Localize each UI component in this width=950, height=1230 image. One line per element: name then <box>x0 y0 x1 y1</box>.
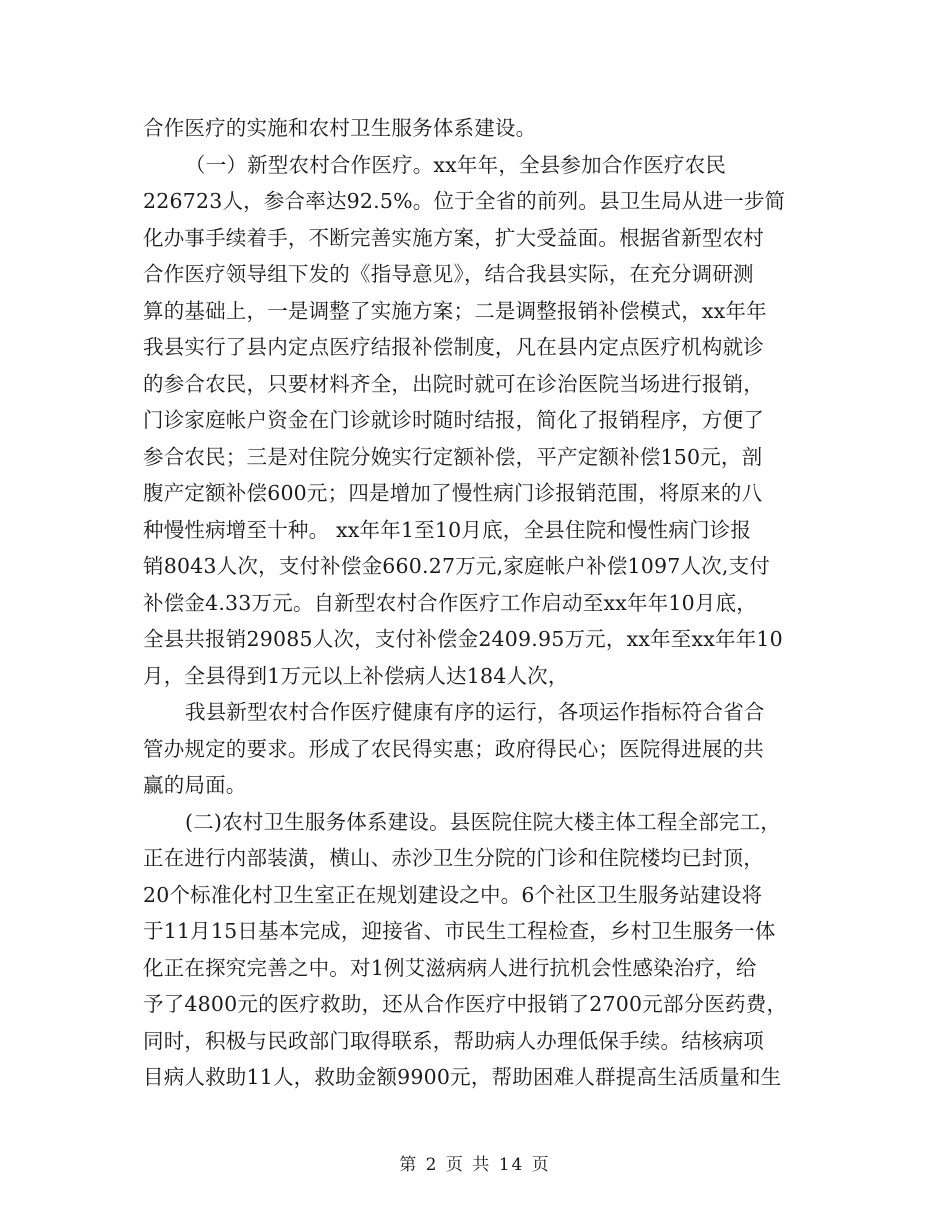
text-line: 目病人救助11人，救助金额9900元，帮助困难人群提高生活质量和生 <box>143 1065 782 1089</box>
text-line: 的参合农民，只要材料齐全，出院时就可在诊治医院当场进行报销， <box>143 371 764 396</box>
document-body <box>143 110 803 1096</box>
text-line: 合作医疗的实施和农村卫生服务体系建设。 <box>143 116 537 140</box>
text-line: 全县共报销29085人次，支付补偿金2409.95万元，xx年至xx年年10 <box>143 627 783 651</box>
text-line: 参合农民；三是对住院分娩实行定额补偿，平产定额补偿150元，剖 <box>143 444 763 469</box>
text-line: 算的基础上，一是调整了实施方案；二是调整报销补偿模式，xx年年 <box>143 298 767 323</box>
text-line: 销8043人次，支付补偿金660.27万元,家庭帐户补偿1097人次,支付 <box>143 554 771 578</box>
text-line: 补偿金4.33万元。自新型农村合作医疗工作启动至xx年年10月底， <box>143 590 757 615</box>
text-line: (二)农村卫生服务体系建设。县医院住院大楼主体工程全部完工， <box>185 809 781 834</box>
text-line: 腹产定额补偿600元；四是增加了慢性病门诊报销范围，将原来的八 <box>143 481 763 505</box>
page-footer: 第 2 页 共 14 页 <box>399 1155 551 1175</box>
text-line: 我县实行了县内定点医疗结报补偿制度，凡在县内定点医疗机构就诊 <box>143 335 764 359</box>
text-line: 管办规定的要求。形成了农民得实惠；政府得民心；医院得进展的共 <box>143 736 764 761</box>
text-line: 化办事手续着手，不断完善实施方案，扩大受益面。根据省新型农村 <box>143 225 764 250</box>
text-line: 于11月15日基本完成，迎接省、市民生工程检查，乡村卫生服务一体 <box>143 919 776 943</box>
text-line: 门诊家庭帐户资金在门诊就诊时随时结报，简化了报销程序，方便了 <box>143 408 764 432</box>
text-line: 20个标准化村卫生室正在规划建设之中。6个社区卫生服务站建设将 <box>143 882 763 907</box>
text-line: 我县新型农村合作医疗健康有序的运行，各项运作指标符合省合 <box>185 700 765 724</box>
text-line: 合作医疗领导组下发的《指导意见》，结合我县实际，在充分调研测 <box>143 262 754 286</box>
text-line: 月，全县得到1万元以上补偿病人达184人次， <box>143 663 569 688</box>
text-line: 化正在探究完善之中。对1例艾滋病病人进行抗机会性感染治疗，给 <box>143 955 757 980</box>
text-line: 同时，积极与民政部门取得联系，帮助病人办理低保手续。结核病项 <box>143 1028 764 1053</box>
text-line: 予了4800元的医疗救助，还从合作医疗中报销了2700元部分医药费， <box>143 992 788 1016</box>
text-line: 赢的局面。 <box>143 773 247 797</box>
text-line: 226723人，参合率达92.5%。位于全省的前列。县卫生局从进一步简 <box>143 189 786 213</box>
text-line: 种慢性病增至十种。 xx年年1至10月底，全县住院和慢性病门诊报 <box>143 517 752 542</box>
text-line: 正在进行内部装潢，横山、赤沙卫生分院的门诊和住院楼均已封顶， <box>143 846 764 870</box>
text-line: （一）新型农村合作医疗。xx年年，全县参加合作医疗农民 <box>185 152 727 177</box>
